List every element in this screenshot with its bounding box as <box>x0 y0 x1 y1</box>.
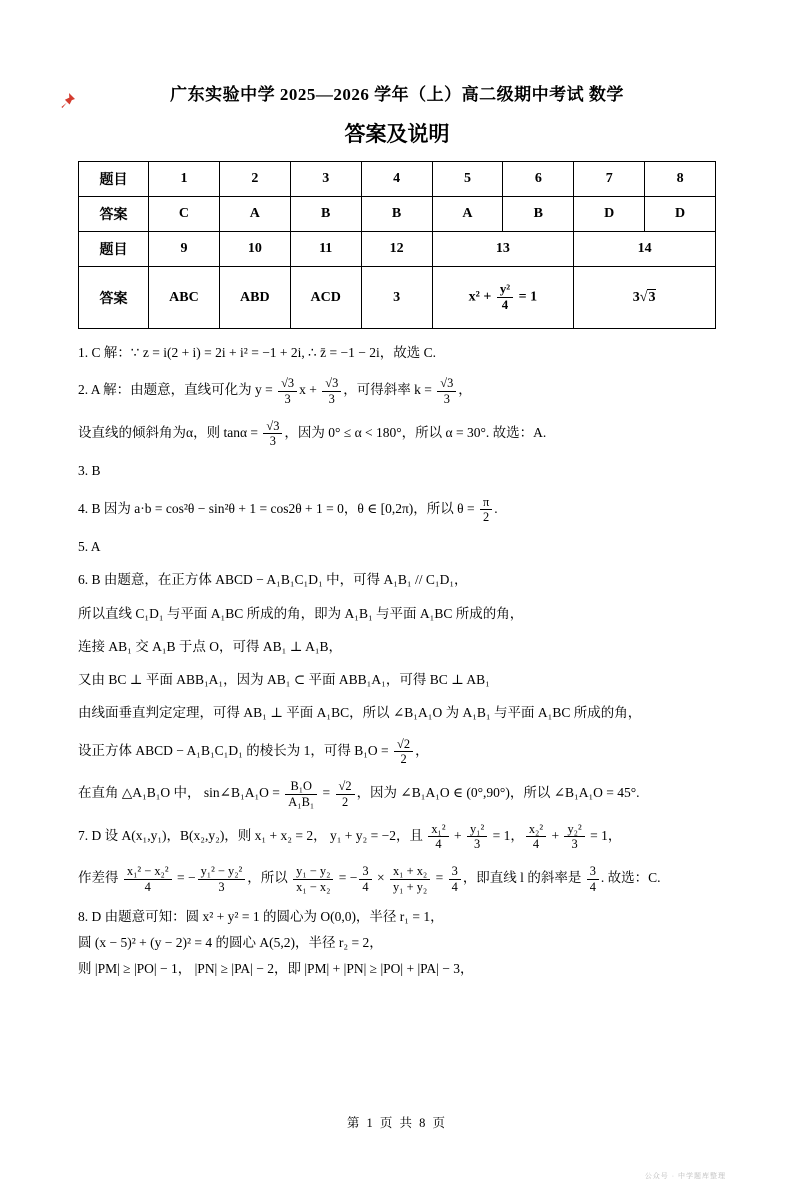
solution-line: 所以直线 C₁D₁ 与平面 A₁BC 所成的角，即为 A₁B₁ 与平面 A₁BC 所成的角， <box>78 605 524 621</box>
solution-line: 2. A 解：由题意，直线可化为 y = $\frac{√3}{3}$ x + $\frac{√3}{3}$ ，可得斜率 k = $\frac{√3}{3}$ ， <box>78 376 472 406</box>
answer-table-row <box>79 162 716 197</box>
answer-table-cell: x² + $\frac{\text{y²}}{4}$ = 1 <box>432 267 574 329</box>
answer-table-cell: B <box>290 197 361 232</box>
solution-line: 7. D 设 A(x₁,y₁)，B(x₂,y₂)，则 x₁ + x₂ = 2， y₁ + y₂ = −2，且 $\frac{\text{x₁²}}{4}$ + $\frac{\text{y₁²}}{3}$ = 1， $\frac{\text{x₂²}}{4}$ + $\frac{\text{y₂²}}{3}$ = 1， <box>78 821 622 852</box>
solution-line: 又由 BC ⊥ 平面 ABB₁A₁，因为 AB₁ ⊂ 平面 ABB₁A₁，可得 BC ⊥ AB₁ <box>78 672 490 688</box>
answer-table-cell: D <box>645 197 716 232</box>
answer-table-cell: B <box>361 197 432 232</box>
answer-table-cell: 2 <box>219 162 290 197</box>
answer-table-cell: 8 <box>645 162 716 197</box>
answer-table-cell: ABD <box>219 267 290 329</box>
answer-table-cell: 12 <box>361 232 432 267</box>
answer-table-row-header: 题目 <box>79 162 149 197</box>
answer-table-row-header: 题目 <box>79 232 149 267</box>
page-footer: 第 1 页 共 8 页 <box>346 1116 448 1130</box>
answer-table-cell: B <box>503 197 574 232</box>
solution-line: 连接 AB₁ 交 A₁B 于点 O，可得 AB₁ ⊥ A₁B， <box>78 638 343 654</box>
solution-line: 在直角 △A₁B₁O 中， sin∠B₁A₁O = $\frac{\text{B₁O}}{\text{A₁B₁}}$ = $\frac{√2}{2}$ ，因为 ∠B₁A₁O ∈ (0°,90°)，所以 ∠B₁A₁O = 45°. <box>78 779 640 809</box>
answer-table-cell: A <box>219 197 290 232</box>
solution-line: 4. B 因为 a·b = cos²θ − sin²θ + 1 = cos2θ + 1 = 0，θ ∈ [0,2π)，所以 θ = $\frac{\pi}{2}$ . <box>78 494 498 524</box>
watermark-text: 公众号 · 中学题库整理 <box>644 1173 726 1180</box>
answer-table-cell: 3 <box>290 162 361 197</box>
solution-line: 设正方体 ABCD − A₁B₁C₁D₁ 的棱长为 1，可得 B₁O = $\frac{√2}{2}$ ， <box>78 736 429 766</box>
solution-line: 3. B <box>78 463 101 479</box>
answer-key-table <box>78 161 716 329</box>
solution-line: 设直线的倾斜角为α，则 tanα = $\frac{√3}{3}$ ，因为 0° ≤ α < 180°，所以 α = 30°. 故选：A. <box>78 418 547 449</box>
solution-line: 由线面垂直判定定理，可得 AB₁ ⊥ 平面 A₁BC，所以 ∠B₁A₁O 为 A₁B₁ 与平面 A₁BC 所成的角， <box>78 705 642 721</box>
solution-line: 则 |PM| ≥ |PO| − 1， |PN| ≥ |PA| − 2，即 |PM| + |PN| ≥ |PO| + |PA| − 3， <box>78 961 474 977</box>
solution-line: 6. B 由题意，在正方体 ABCD − A₁B₁C₁D₁ 中，可得 A₁B₁ // C₁D₁， <box>78 572 468 588</box>
answer-table-cell: ACD <box>290 267 361 329</box>
solution-line: 圆 (x − 5)² + (y − 2)² = 4 的圆心 A(5,2)，半径 r₂ = 2， <box>78 935 383 951</box>
answer-table-cell: D <box>574 197 645 232</box>
page-title: 广东实验中学 2025—2026 学年（上）高二级期中考试 数学 <box>170 85 624 104</box>
answer-table-cell: 13 <box>432 232 574 267</box>
page-subtitle: 答案及说明 <box>344 122 450 146</box>
answer-table-cell: A <box>432 197 503 232</box>
answer-table-cell: 10 <box>219 232 290 267</box>
answer-table-cell: 5 <box>432 162 503 197</box>
answer-table-cell: 7 <box>574 162 645 197</box>
answer-table-cell: 11 <box>290 232 361 267</box>
answer-table-row <box>79 232 716 267</box>
answer-table-cell: 4 <box>361 162 432 197</box>
document-page <box>0 80 794 980</box>
solutions <box>78 343 716 980</box>
answer-table-cell: 3 <box>361 267 432 329</box>
answer-table-cell: 1 <box>149 162 220 197</box>
solution-line: 作差得 $\frac{\text{x₁² − x₂²}}{4}$ = − $\frac{\text{y₁² − y₂²}}{3}$ ，所以 $\frac{\text{y₁ − y₂}}{\text{x₁ − x₂}}$ = − $\frac{3}{4}$ × $\frac{\text{x₁ + x₂}}{\text{y₁ + y₂}}$ = $\frac{3}{4}$ ，即直线 l 的斜率是 $\frac{3}{4}$ . 故选：C. <box>78 864 661 894</box>
pin-icon <box>60 92 76 110</box>
solution-line: 1. C 解：∵ z = i(2 + i) = 2i + i² = −1 + 2i, ∴ z̄ = −1 − 2i，故选 C. <box>78 345 436 360</box>
answer-table-cell: ABC <box>149 267 220 329</box>
solution-line: 5. A <box>78 539 101 555</box>
answer-table-row <box>79 197 716 232</box>
answer-table-row-header: 答案 <box>79 197 149 232</box>
answer-table-row <box>79 267 716 329</box>
solution-line: 8. D 由题意可知：圆 x² + y² = 1 的圆心为 O(0,0)，半径 r₁ = 1， <box>78 908 444 924</box>
answer-table-cell: 6 <box>503 162 574 197</box>
answer-table-body <box>79 162 716 329</box>
answer-table-cell: 9 <box>149 232 220 267</box>
answer-table-cell: 3√3 <box>574 267 716 329</box>
answer-table-cell: C <box>149 197 220 232</box>
answer-table-row-header: 答案 <box>79 267 149 329</box>
answer-table-cell: 14 <box>574 232 716 267</box>
